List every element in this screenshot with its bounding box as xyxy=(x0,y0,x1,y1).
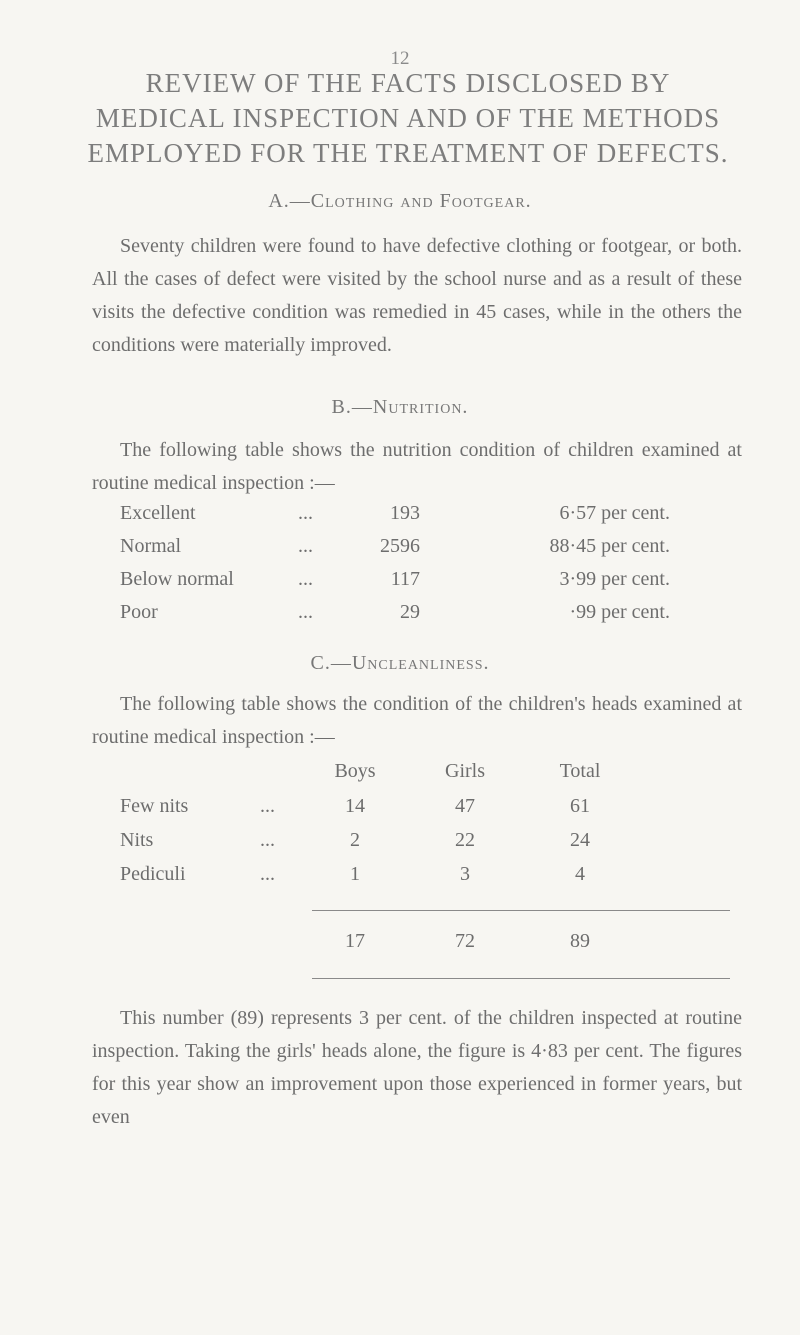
title-line-2: MEDICAL INSPECTION AND OF THE METHODS xyxy=(95,103,721,133)
uncleanliness-row-nits xyxy=(120,829,760,859)
page-number: 12 xyxy=(390,48,410,69)
total-boys: 17 xyxy=(345,930,365,952)
title-line-3: EMPLOYED FOR THE TREATMENT OF DEFECTS. xyxy=(87,138,729,168)
total-girls: 72 xyxy=(455,930,475,952)
leader-dots: ... xyxy=(260,795,275,817)
title-line-1: REVIEW OF THE FACTS DISCLOSED BY xyxy=(145,68,671,98)
uncleanliness-totals-row xyxy=(120,930,760,960)
totals-rule-bottom xyxy=(312,978,730,979)
cell-boys: 2 xyxy=(350,829,360,851)
cell-boys: 14 xyxy=(345,795,365,817)
nutrition-percent: 6·57 per cent. xyxy=(559,502,670,524)
nutrition-percent: 88·45 per cent. xyxy=(549,535,670,557)
section-c-text: The following table shows the condition of the children's heads examined at routine medical inspection :— xyxy=(92,693,742,748)
uncleanliness-row-pediculi xyxy=(120,863,760,893)
section-a-heading: A.—Clothing and Footgear. xyxy=(268,190,532,212)
leader-dots: ... xyxy=(298,568,313,590)
section-a-text: Seventy children were found to have defective clothing or footgear, or both. All the cases of defect were visited by the school nurse and as a result of these visits the defective condition was remedied in 45 cases, while in the others the conditions were materially improved. xyxy=(92,235,742,356)
total-all: 89 xyxy=(570,930,590,952)
column-header-total: Total xyxy=(559,760,601,782)
cell-total: 61 xyxy=(570,795,590,817)
uncleanliness-header-row xyxy=(120,760,760,790)
leader-dots: ... xyxy=(260,829,275,851)
leader-dots: ... xyxy=(298,535,313,557)
nutrition-row-poor xyxy=(120,601,740,631)
nutrition-count: 2596 xyxy=(380,535,420,557)
leader-dots: ... xyxy=(260,863,275,885)
leader-dots: ... xyxy=(298,502,313,524)
section-b-text: The following table shows the nutrition condition of children examined at routine medical inspection :— xyxy=(92,439,742,494)
row-label: Few nits xyxy=(120,795,189,817)
cell-boys: 1 xyxy=(350,863,360,885)
cell-girls: 3 xyxy=(460,863,470,885)
section-c-closing-text: This number (89) represents 3 per cent. of the children inspected at routine inspection. Taking the girls' heads alone, the figure is 4·83 per cent. The figures for this year show an improvement upon those experienced in former years, but even xyxy=(92,1007,742,1128)
section-b-heading: B.—Nutrition. xyxy=(331,396,469,418)
cell-total: 4 xyxy=(575,863,585,885)
row-label: Nits xyxy=(120,829,154,851)
nutrition-label: Excellent xyxy=(120,502,196,524)
totals-rule-top xyxy=(312,910,730,911)
column-header-boys: Boys xyxy=(334,760,376,782)
nutrition-label: Below normal xyxy=(120,568,234,590)
nutrition-label: Poor xyxy=(120,601,158,623)
nutrition-label: Normal xyxy=(120,535,182,557)
cell-total: 24 xyxy=(570,829,590,851)
row-label: Pediculi xyxy=(120,863,186,885)
nutrition-count: 193 xyxy=(390,502,420,524)
nutrition-row-below-normal xyxy=(120,568,740,598)
cell-girls: 22 xyxy=(455,829,475,851)
nutrition-percent: ·99 per cent. xyxy=(569,601,670,623)
nutrition-row-excellent xyxy=(120,502,740,532)
cell-girls: 47 xyxy=(455,795,475,817)
nutrition-count: 29 xyxy=(400,601,420,623)
nutrition-percent: 3·99 per cent. xyxy=(559,568,670,590)
section-c-heading: C.—Uncleanliness. xyxy=(310,652,490,674)
nutrition-row-normal xyxy=(120,535,740,565)
uncleanliness-row-few-nits xyxy=(120,795,760,825)
column-header-girls: Girls xyxy=(445,760,485,782)
nutrition-count: 117 xyxy=(390,568,420,590)
leader-dots: ... xyxy=(298,601,313,623)
